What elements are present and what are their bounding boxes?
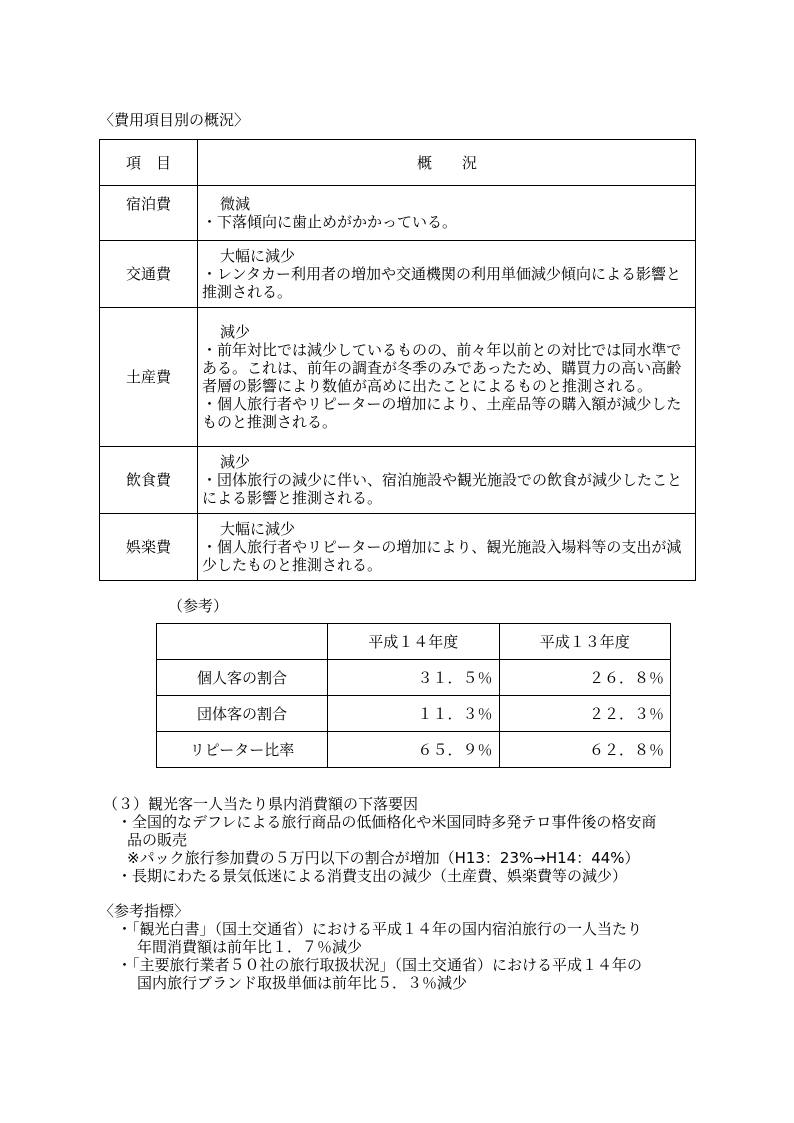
ref-header-row: [157, 624, 671, 660]
table-row: [100, 241, 696, 308]
header-desc: 概 況: [198, 140, 696, 186]
ref-row-label: 団体客の割合: [157, 696, 328, 732]
table-row: [100, 308, 696, 447]
indicator-1-cont: 年間消費額は前年比１．７％減少: [137, 938, 363, 956]
table-row: [100, 447, 696, 514]
table-row: [157, 660, 671, 696]
indicator-1: ・「観光白書」（国土交通省）における平成１４年の国内宿泊旅行の一人当たり: [117, 920, 643, 938]
indicators-heading: 〈参考指標〉: [99, 902, 190, 920]
ref-row-label: 個人客の割合: [157, 660, 328, 696]
status-label: 減少: [220, 453, 251, 471]
expense-overview-table: [99, 139, 696, 581]
table-row: [157, 696, 671, 732]
status-label: 微減: [220, 195, 251, 213]
row-item-food: 飲食費: [100, 447, 198, 514]
status-label: 減少: [220, 323, 251, 341]
ref-value-h13: ２６．８％: [499, 660, 671, 696]
indicator-2-cont: 国内旅行ブランド取扱単価は前年比５．３％減少: [137, 974, 468, 992]
row-desc-souvenir: [198, 308, 696, 447]
bullet-text: ・レンタカー利用者の増加や交通機関の利用単価減少傾向による影響と推測される。: [202, 265, 682, 301]
ref-col-h14: 平成１４年度: [328, 624, 500, 660]
section3-note: ※パック旅行参加費の５万円以下の割合が増加（H13：23%→H14：44%）: [127, 849, 640, 867]
table-row: [157, 732, 671, 768]
row-desc-food: [198, 447, 696, 514]
section3-title: （３）観光客一人当たり県内消費額の下落要因: [103, 795, 419, 813]
ref-value-h13: ６２．８％: [499, 732, 671, 768]
status-label: 大幅に減少: [220, 520, 296, 538]
section3-item2: ・長期にわたる景気低迷による消費支出の減少（土産費、娯楽費等の減少）: [117, 867, 628, 885]
row-item-souvenir: 土産費: [100, 308, 198, 447]
bullet-text: ・団体旅行の減少に伴い、宿泊施設や観光施設での飲食が減少したことによる影響と推測される。: [202, 471, 683, 507]
indicator-2: ・「主要旅行業者５０社の旅行取扱状況」（国土交通省）における平成１４年の: [117, 956, 643, 974]
section-heading: 〈費用項目別の概況〉: [99, 111, 250, 129]
row-desc-lodging: [198, 186, 696, 241]
reference-label: （参考）: [168, 597, 229, 615]
bullet-text: ・個人旅行者やリピーターの増加により、土産品等の購入額が減少したものと推測される。: [202, 395, 682, 431]
bullet-text: ・下落傾向に歯止めがかかっている。: [202, 213, 458, 231]
table-row: [100, 514, 696, 581]
header-item: 項 目: [100, 140, 198, 186]
section3-item1-cont: 品の販売: [127, 831, 188, 849]
ref-value-h14: １１．３％: [328, 696, 500, 732]
section3-item1: ・全国的なデフレによる旅行商品の低価格化や米国同時多発テロ事件後の格安商: [117, 813, 657, 831]
row-desc-transport: [198, 241, 696, 308]
ref-value-h14: ３１．５％: [328, 660, 500, 696]
reference-table: [156, 623, 671, 768]
bullet-text: ・前年対比では減少しているものの、前々年以前との対比では同水準である。これは、前年の調査が冬季のみであったため、購買力の高い高齢者層の影響により数値が高めに出たことによるものと推測される。: [202, 341, 682, 395]
ref-value-h13: ２２．３％: [499, 696, 671, 732]
ref-row-label: リピーター比率: [157, 732, 328, 768]
bullet-text: ・個人旅行者やリピーターの増加により、観光施設入場料等の支出が減少したものと推測される。: [202, 538, 682, 574]
table-row: [100, 186, 696, 241]
row-desc-entertainment: [198, 514, 696, 581]
row-item-transport: 交通費: [100, 241, 198, 308]
table-header-row: [100, 140, 696, 186]
row-item-lodging: 宿泊費: [100, 186, 198, 241]
ref-value-h14: ６５．９％: [328, 732, 500, 768]
ref-col-h13: 平成１３年度: [499, 624, 671, 660]
status-label: 大幅に減少: [220, 247, 296, 265]
row-item-entertainment: 娯楽費: [100, 514, 198, 581]
ref-corner-cell: [157, 624, 328, 660]
